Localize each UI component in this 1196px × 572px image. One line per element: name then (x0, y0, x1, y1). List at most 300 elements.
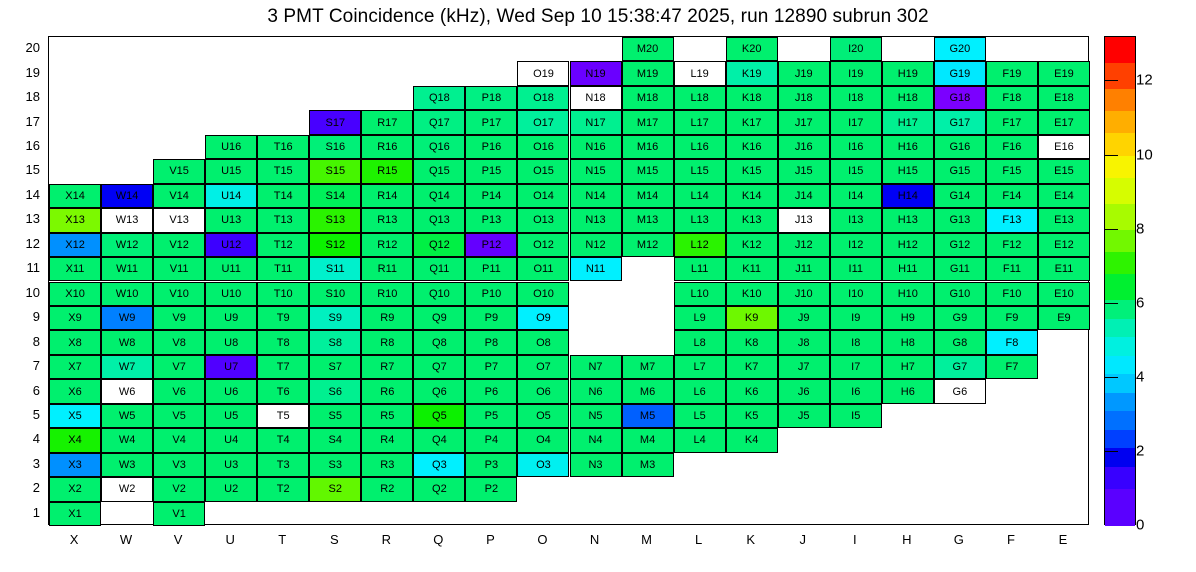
heatmap-cell: G11 (934, 257, 986, 281)
heatmap-cell: P10 (465, 282, 517, 306)
heatmap-cell: I5 (830, 404, 882, 428)
heatmap-cell: M13 (622, 208, 674, 232)
heatmap-cell: I17 (830, 110, 882, 134)
heatmap-cell: F10 (986, 282, 1038, 306)
heatmap-cell: G15 (934, 159, 986, 183)
heatmap-cell: Q18 (413, 86, 465, 110)
heatmap-cell: K15 (726, 159, 778, 183)
x-axis-tick-label: R (381, 532, 392, 547)
colorbar-segment (1105, 230, 1135, 252)
heatmap-cell: P9 (465, 306, 517, 330)
heatmap-cell: H10 (882, 282, 934, 306)
y-axis-tick-label: 14 (25, 186, 40, 202)
colorbar-segment (1105, 89, 1135, 111)
heatmap-cell: P15 (465, 159, 517, 183)
heatmap-cell: U10 (205, 282, 257, 306)
heatmap-cell: F14 (986, 184, 1038, 208)
heatmap-cell: J13 (778, 208, 830, 232)
heatmap-cell: X14 (49, 184, 101, 208)
x-axis-tick-label: M (641, 532, 652, 547)
heatmap-cell: P5 (465, 404, 517, 428)
heatmap-cell: J18 (778, 86, 830, 110)
heatmap-cell: I13 (830, 208, 882, 232)
heatmap-cell: O7 (517, 355, 569, 379)
heatmap-cell: R7 (361, 355, 413, 379)
heatmap-cell: G18 (934, 86, 986, 110)
heatmap-cell: X12 (49, 233, 101, 257)
heatmap-cell: R2 (361, 477, 413, 501)
heatmap-plot (48, 36, 1089, 525)
heatmap-cell: N3 (570, 453, 622, 477)
heatmap-cell: Q10 (413, 282, 465, 306)
chart-title: 3 PMT Coincidence (kHz), Wed Sep 10 15:38:47 2025, run 12890 subrun 302 (267, 6, 929, 27)
heatmap-cell: V5 (153, 404, 205, 428)
heatmap-cell: M7 (622, 355, 674, 379)
heatmap-cell: M6 (622, 379, 674, 403)
heatmap-cell: E11 (1038, 257, 1090, 281)
y-axis-tick-label: 9 (32, 309, 40, 325)
heatmap-cell: W3 (101, 453, 153, 477)
heatmap-cell: P3 (465, 453, 517, 477)
heatmap-cell: N13 (570, 208, 622, 232)
heatmap-cell: N4 (570, 428, 622, 452)
heatmap-cell: V12 (153, 233, 205, 257)
heatmap-cell: Q9 (413, 306, 465, 330)
heatmap-cell: V8 (153, 330, 205, 354)
heatmap-cell: K20 (726, 37, 778, 61)
heatmap-cell: H18 (882, 86, 934, 110)
colorbar-segment (1105, 204, 1135, 230)
heatmap-cell: L16 (674, 135, 726, 159)
x-axis-tick-label: J (799, 532, 806, 547)
heatmap-cell: R14 (361, 184, 413, 208)
colorbar-segment (1105, 467, 1135, 489)
heatmap-cell: K8 (726, 330, 778, 354)
heatmap-cell: I6 (830, 379, 882, 403)
heatmap-cell: Q7 (413, 355, 465, 379)
x-axis-tick-label: P (486, 532, 495, 547)
heatmap-cell: M18 (622, 86, 674, 110)
heatmap-cell: E18 (1038, 86, 1090, 110)
heatmap-cell: R10 (361, 282, 413, 306)
heatmap-cell: I8 (830, 330, 882, 354)
heatmap-cell: Q6 (413, 379, 465, 403)
y-axis-tick-label: 17 (25, 113, 40, 129)
heatmap-cell: S7 (309, 355, 361, 379)
heatmap-cell: K16 (726, 135, 778, 159)
heatmap-cell: I9 (830, 306, 882, 330)
heatmap-cell: J8 (778, 330, 830, 354)
heatmap-cell: I12 (830, 233, 882, 257)
heatmap-cell: T3 (257, 453, 309, 477)
y-axis-tick-label: 4 (32, 431, 40, 447)
heatmap-cell: T9 (257, 306, 309, 330)
heatmap-cell: L5 (674, 404, 726, 428)
heatmap-cell: E13 (1038, 208, 1090, 232)
heatmap-cell: G9 (934, 306, 986, 330)
heatmap-cell: L12 (674, 233, 726, 257)
y-axis-tick-label: 13 (25, 211, 40, 227)
heatmap-cell: R4 (361, 428, 413, 452)
heatmap-cell: N18 (570, 86, 622, 110)
heatmap-cell: K11 (726, 257, 778, 281)
heatmap-cell: U15 (205, 159, 257, 183)
colorbar-segment (1105, 430, 1135, 449)
heatmap-cell: T13 (257, 208, 309, 232)
heatmap-cell: W9 (101, 306, 153, 330)
heatmap-cell: P12 (465, 233, 517, 257)
heatmap-cell: U2 (205, 477, 257, 501)
x-axis-tick-label: X (69, 532, 79, 547)
heatmap-cell: X5 (49, 404, 101, 428)
heatmap-cell: R16 (361, 135, 413, 159)
heatmap-cell: V7 (153, 355, 205, 379)
heatmap-cell: P14 (465, 184, 517, 208)
heatmap-cell: K17 (726, 110, 778, 134)
heatmap-cell: R9 (361, 306, 413, 330)
heatmap-cell: F9 (986, 306, 1038, 330)
heatmap-cell: V4 (153, 428, 205, 452)
heatmap-cell: J10 (778, 282, 830, 306)
colorbar-segment (1105, 178, 1135, 204)
heatmap-cell: K7 (726, 355, 778, 379)
heatmap-cell: R15 (361, 159, 413, 183)
heatmap-cell: Q3 (413, 453, 465, 477)
heatmap-cell: G12 (934, 233, 986, 257)
heatmap-cell: S4 (309, 428, 361, 452)
heatmap-cell: N17 (570, 110, 622, 134)
heatmap-cell: G17 (934, 110, 986, 134)
heatmap-cell: K12 (726, 233, 778, 257)
y-axis-tick-label: 12 (25, 235, 40, 251)
heatmap-cell: L19 (674, 61, 726, 85)
heatmap-cell: U14 (205, 184, 257, 208)
heatmap-cell: G6 (934, 379, 986, 403)
heatmap-cell: T8 (257, 330, 309, 354)
heatmap-cell: Q16 (413, 135, 465, 159)
heatmap-cell: O14 (517, 184, 569, 208)
y-axis-tick-label: 19 (25, 64, 40, 80)
heatmap-cell: N6 (570, 379, 622, 403)
heatmap-cell: O17 (517, 110, 569, 134)
heatmap-cell: W12 (101, 233, 153, 257)
heatmap-cell: N19 (570, 61, 622, 85)
y-axis-tick-label: 3 (32, 455, 40, 471)
heatmap-cell: V13 (153, 208, 205, 232)
heatmap-cell: L17 (674, 110, 726, 134)
heatmap-cell: X7 (49, 355, 101, 379)
heatmap-cell: G10 (934, 282, 986, 306)
heatmap-cell: T2 (257, 477, 309, 501)
heatmap-cell: J6 (778, 379, 830, 403)
heatmap-cell: O8 (517, 330, 569, 354)
heatmap-cell: X6 (49, 379, 101, 403)
heatmap-cell: P6 (465, 379, 517, 403)
heatmap-cell: Q8 (413, 330, 465, 354)
heatmap-cell: H6 (882, 379, 934, 403)
heatmap-cell: I7 (830, 355, 882, 379)
heatmap-cell: S5 (309, 404, 361, 428)
heatmap-cell: U8 (205, 330, 257, 354)
heatmap-cell: X1 (49, 502, 101, 526)
heatmap-cell: U6 (205, 379, 257, 403)
colorbar-segment (1105, 133, 1135, 155)
heatmap-cell: V11 (153, 257, 205, 281)
heatmap-cell: R11 (361, 257, 413, 281)
heatmap-cell: T5 (257, 404, 309, 428)
heatmap-cell: V1 (153, 502, 205, 526)
heatmap-cell: T7 (257, 355, 309, 379)
heatmap-cell: O11 (517, 257, 569, 281)
heatmap-cell: G14 (934, 184, 986, 208)
heatmap-cell: F12 (986, 233, 1038, 257)
heatmap-cell: O12 (517, 233, 569, 257)
heatmap-cell: K9 (726, 306, 778, 330)
heatmap-cell: S14 (309, 184, 361, 208)
heatmap-cell: Q2 (413, 477, 465, 501)
heatmap-cell: T10 (257, 282, 309, 306)
heatmap-cell: U3 (205, 453, 257, 477)
heatmap-cell: F8 (986, 330, 1038, 354)
heatmap-cell: M12 (622, 233, 674, 257)
heatmap-cell: I10 (830, 282, 882, 306)
heatmap-cell: L4 (674, 428, 726, 452)
heatmap-cell: T6 (257, 379, 309, 403)
heatmap-cell: M19 (622, 61, 674, 85)
heatmap-cell: G8 (934, 330, 986, 354)
heatmap-cell: V2 (153, 477, 205, 501)
heatmap-cell: P8 (465, 330, 517, 354)
heatmap-cell: W2 (101, 477, 153, 501)
heatmap-cell: T14 (257, 184, 309, 208)
heatmap-cell: R17 (361, 110, 413, 134)
heatmap-cell: F7 (986, 355, 1038, 379)
heatmap-cell: I15 (830, 159, 882, 183)
colorbar-tick-mark (1104, 377, 1118, 378)
heatmap-cell: U5 (205, 404, 257, 428)
heatmap-cell: T11 (257, 257, 309, 281)
heatmap-cell: L18 (674, 86, 726, 110)
heatmap-cell: O3 (517, 453, 569, 477)
heatmap-cell: H16 (882, 135, 934, 159)
x-axis-tick-label: E (1058, 532, 1068, 547)
x-axis-tick-label: Q (433, 532, 444, 547)
heatmap-cell: H8 (882, 330, 934, 354)
colorbar-segment (1105, 63, 1135, 89)
x-axis-tick-label: V (173, 532, 183, 547)
heatmap-cell: O13 (517, 208, 569, 232)
heatmap-cell: S11 (309, 257, 361, 281)
heatmap-cell: W7 (101, 355, 153, 379)
colorbar-tick-mark (1104, 80, 1118, 81)
colorbar-segment (1105, 489, 1135, 526)
heatmap-cell: W14 (101, 184, 153, 208)
heatmap-cell: J9 (778, 306, 830, 330)
x-axis-tick-label: F (1006, 532, 1015, 547)
heatmap-cell: E16 (1038, 135, 1090, 159)
heatmap-cell: Q12 (413, 233, 465, 257)
heatmap-cell: G20 (934, 37, 986, 61)
heatmap-cell: O5 (517, 404, 569, 428)
heatmap-cell: I16 (830, 135, 882, 159)
heatmap-cell: L13 (674, 208, 726, 232)
heatmap-cell: Q5 (413, 404, 465, 428)
x-axis-tick-label: H (902, 532, 912, 547)
heatmap-cell: L15 (674, 159, 726, 183)
heatmap-cell: F18 (986, 86, 1038, 110)
y-axis-tick-label: 20 (25, 40, 40, 56)
heatmap-cell: T12 (257, 233, 309, 257)
heatmap-cell: X2 (49, 477, 101, 501)
heatmap-cell: L8 (674, 330, 726, 354)
heatmap-cell: P13 (465, 208, 517, 232)
heatmap-cell: O19 (517, 61, 569, 85)
heatmap-cell: N7 (570, 355, 622, 379)
colorbar-tick-label: 4 (1136, 368, 1145, 386)
heatmap-cell: S8 (309, 330, 361, 354)
heatmap-cell: Q17 (413, 110, 465, 134)
heatmap-cell: S10 (309, 282, 361, 306)
x-axis-tick-label: K (746, 532, 755, 547)
heatmap-cell: X4 (49, 428, 101, 452)
heatmap-cell: S13 (309, 208, 361, 232)
heatmap-cell: M15 (622, 159, 674, 183)
heatmap-cell: X10 (49, 282, 101, 306)
heatmap-cell: K5 (726, 404, 778, 428)
heatmap-cell: T4 (257, 428, 309, 452)
heatmap-cell: W10 (101, 282, 153, 306)
heatmap-cell: L10 (674, 282, 726, 306)
heatmap-cell: N5 (570, 404, 622, 428)
heatmap-cell: I18 (830, 86, 882, 110)
heatmap-cell: R5 (361, 404, 413, 428)
heatmap-cell: M14 (622, 184, 674, 208)
heatmap-cell: S15 (309, 159, 361, 183)
heatmap-cell: W13 (101, 208, 153, 232)
y-axis-tick-label: 6 (32, 382, 40, 398)
heatmap-cell: K18 (726, 86, 778, 110)
y-axis-tick-label: 10 (25, 284, 40, 300)
heatmap-cell: P16 (465, 135, 517, 159)
heatmap-cell: U12 (205, 233, 257, 257)
heatmap-cell: N12 (570, 233, 622, 257)
heatmap-cell: I14 (830, 184, 882, 208)
colorbar-tick-label: 0 (1136, 516, 1145, 534)
colorbar-segment (1105, 337, 1135, 356)
colorbar-segment (1105, 156, 1135, 178)
x-axis-tick-label: U (225, 532, 235, 547)
heatmap-cell: V9 (153, 306, 205, 330)
heatmap-cell: J15 (778, 159, 830, 183)
heatmap-cell: E9 (1038, 306, 1090, 330)
heatmap-cell: Q13 (413, 208, 465, 232)
heatmap-cell: O18 (517, 86, 569, 110)
colorbar-segment (1105, 252, 1135, 274)
colorbar-segment (1105, 411, 1135, 430)
colorbar-tick-mark (1104, 229, 1118, 230)
heatmap-cell: U9 (205, 306, 257, 330)
heatmap-cell: X9 (49, 306, 101, 330)
heatmap-cell: M4 (622, 428, 674, 452)
heatmap-cell: X13 (49, 208, 101, 232)
colorbar-tick-label: 10 (1136, 146, 1153, 164)
heatmap-cell: J5 (778, 404, 830, 428)
heatmap-cell: J7 (778, 355, 830, 379)
heatmap-cell: S3 (309, 453, 361, 477)
y-axis-tick-label: 16 (25, 138, 40, 154)
heatmap-cell: S9 (309, 306, 361, 330)
heatmap-cell: O4 (517, 428, 569, 452)
heatmap-cell: W6 (101, 379, 153, 403)
heatmap-cell: R12 (361, 233, 413, 257)
heatmap-cell: V10 (153, 282, 205, 306)
y-axis-tick-label: 11 (26, 260, 40, 276)
x-axis-tick-label: S (329, 532, 339, 547)
heatmap-cell: H9 (882, 306, 934, 330)
y-axis-tick-label: 7 (32, 358, 40, 374)
heatmap-cell: V6 (153, 379, 205, 403)
colorbar-segment (1105, 274, 1135, 300)
heatmap-cell: L7 (674, 355, 726, 379)
colorbar-segment (1105, 356, 1135, 375)
heatmap-cell: H7 (882, 355, 934, 379)
heatmap-cell: U13 (205, 208, 257, 232)
x-axis-tick-label: O (537, 532, 548, 547)
colorbar-tick-label: 12 (1136, 71, 1153, 89)
heatmap-cell: K6 (726, 379, 778, 403)
heatmap-cell: L11 (674, 257, 726, 281)
y-axis-tick-label: 2 (32, 480, 40, 496)
x-axis-tick-label: N (589, 532, 600, 547)
heatmap-cell: S16 (309, 135, 361, 159)
heatmap-cell: F13 (986, 208, 1038, 232)
heatmap-cell: F16 (986, 135, 1038, 159)
heatmap-cell: E14 (1038, 184, 1090, 208)
heatmap-cell: S12 (309, 233, 361, 257)
heatmap-cell: U7 (205, 355, 257, 379)
heatmap-cell: J17 (778, 110, 830, 134)
heatmap-cell: V3 (153, 453, 205, 477)
heatmap-cell: L9 (674, 306, 726, 330)
heatmap-cell: Q11 (413, 257, 465, 281)
heatmap-cell: W11 (101, 257, 153, 281)
heatmap-cell: R13 (361, 208, 413, 232)
heatmap-cell: T16 (257, 135, 309, 159)
y-axis-tick-label: 15 (25, 162, 40, 178)
heatmap-cell: F11 (986, 257, 1038, 281)
heatmap-cell: O9 (517, 306, 569, 330)
heatmap-grid (49, 37, 1088, 524)
heatmap-cell: E10 (1038, 282, 1090, 306)
heatmap-cell: E17 (1038, 110, 1090, 134)
heatmap-cell: R3 (361, 453, 413, 477)
heatmap-cell: G19 (934, 61, 986, 85)
heatmap-cell: S17 (309, 110, 361, 134)
heatmap-cell: G7 (934, 355, 986, 379)
heatmap-cell: H14 (882, 184, 934, 208)
heatmap-cell: T15 (257, 159, 309, 183)
heatmap-cell: U4 (205, 428, 257, 452)
heatmap-cell: H17 (882, 110, 934, 134)
heatmap-cell: P17 (465, 110, 517, 134)
colorbar-segment (1105, 37, 1135, 63)
heatmap-cell: V14 (153, 184, 205, 208)
x-axis-tick-label: L (695, 532, 703, 547)
heatmap-cell: W8 (101, 330, 153, 354)
y-axis-tick-label: 18 (25, 89, 40, 105)
colorbar-tick-mark (1104, 303, 1118, 304)
heatmap-cell: P2 (465, 477, 517, 501)
